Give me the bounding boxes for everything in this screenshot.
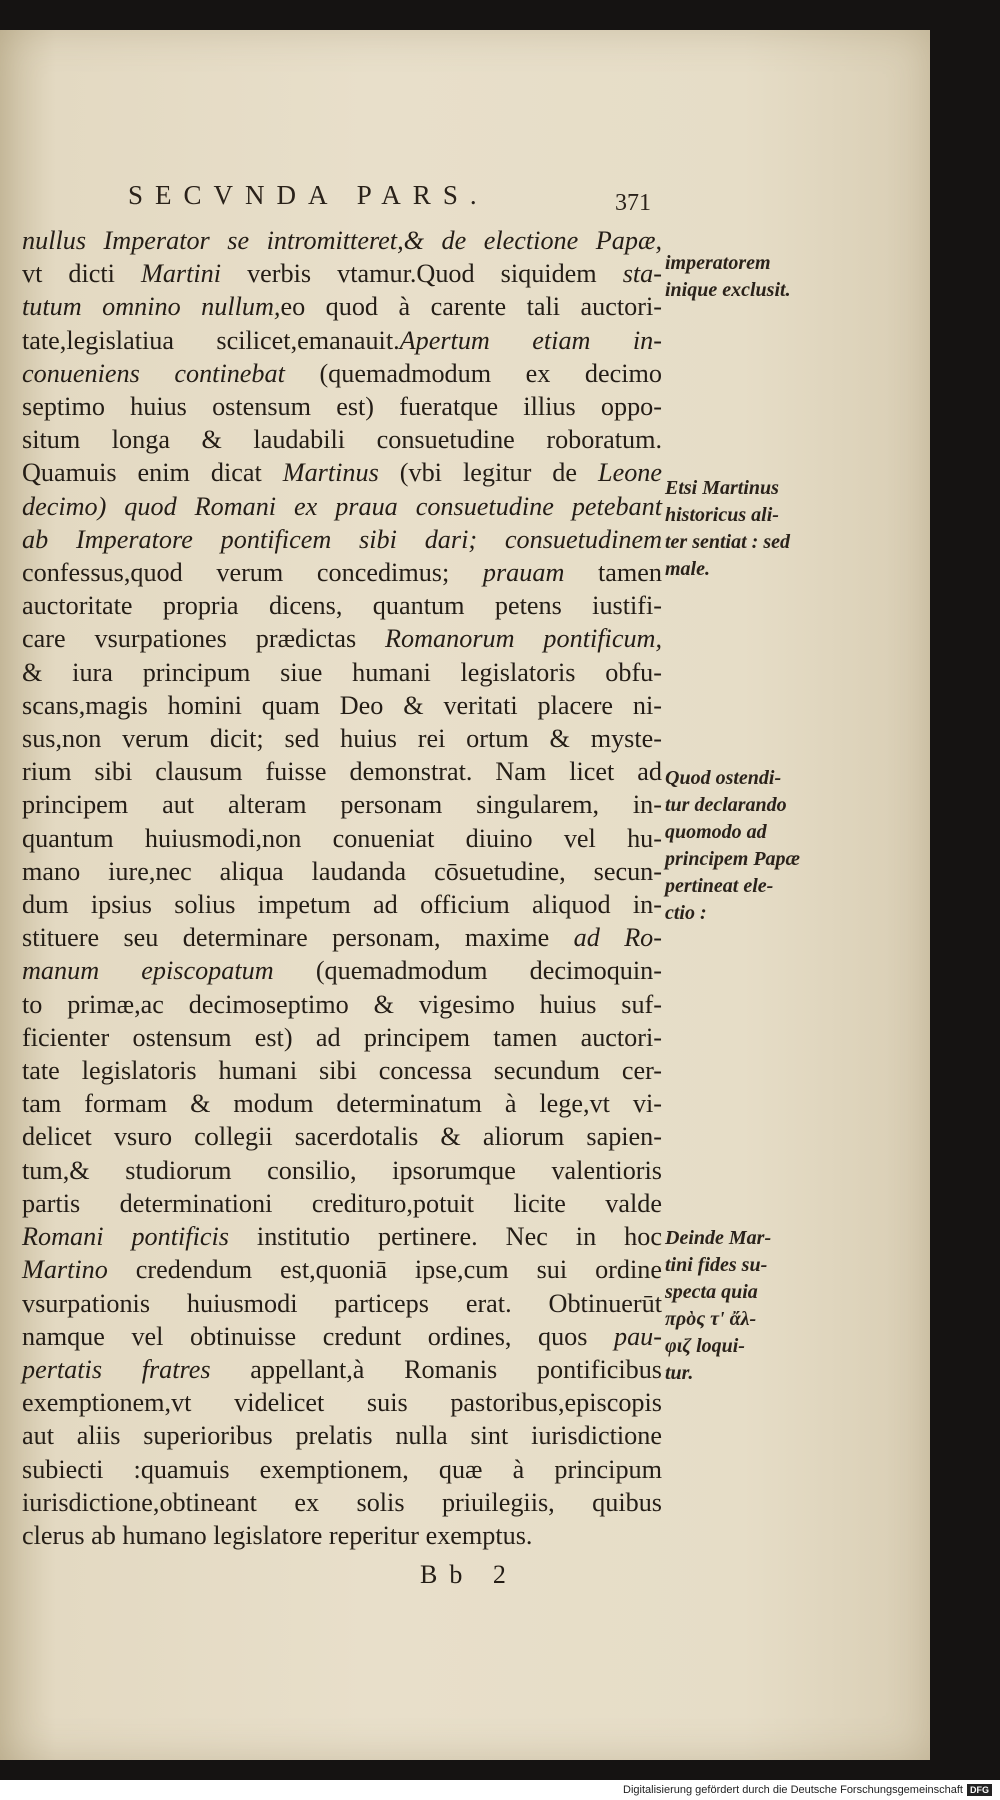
text-line [22, 1253, 662, 1286]
text-segment: verbis vtamur.Quod siquidem [221, 259, 623, 289]
italic-segment: Martino [22, 1255, 108, 1285]
text-line [22, 822, 662, 855]
text-line [22, 423, 662, 456]
text-segment: scans,magis homini quam Deo & veritati placere ni- [22, 690, 662, 720]
text-segment: appellant,à Romanis pontificibus [210, 1354, 662, 1384]
text-segment: tum,& studiorum consilio, ipsorumque valentioris [22, 1155, 662, 1185]
text-segment: & iura principum siue humani legislatoris obfu- [22, 657, 662, 687]
text-segment: tate legislatoris humani sibi concessa secundum cer- [22, 1056, 662, 1086]
text-line [22, 490, 662, 523]
text-line [22, 257, 662, 290]
marginal-note-line: Deinde Mar- [665, 1227, 772, 1249]
text-line [22, 656, 662, 689]
text-segment: (vbi legitur de [378, 458, 598, 488]
marginal-note-line: pertineat ele- [665, 875, 774, 897]
text-line [22, 1519, 662, 1552]
marginal-note-line: Quod ostendi- [665, 767, 782, 789]
text-line [22, 855, 662, 888]
marginal-note-line: quomodo ad [665, 821, 767, 843]
text-line [22, 290, 662, 323]
main-text-block [22, 224, 662, 1552]
text-segment: aut aliis superioribus prelatis nulla sint iurisdictione [22, 1421, 662, 1451]
text-segment: septimo huius ostensum est) fueratque illius oppo- [22, 392, 662, 422]
text-line [22, 1287, 662, 1320]
text-segment: vsurpationis huiusmodi particeps erat. Obtinuerūt [22, 1288, 662, 1318]
marginal-note-line: inique exclusit. [665, 279, 791, 301]
italic-segment: decimo) quod Romani ex praua consuetudine petebant [22, 491, 662, 521]
text-segment: principem aut alteram personam singularem, in- [22, 790, 662, 820]
text-line [22, 888, 662, 921]
text-line [22, 589, 662, 622]
text-line [22, 1087, 662, 1120]
text-line [22, 954, 662, 987]
italic-segment: prauam [482, 558, 565, 588]
text-line [22, 722, 662, 755]
italic-segment: Romani pontificis [22, 1222, 229, 1252]
italic-segment: tutum omnino nullum, [22, 292, 281, 322]
text-segment: Quamuis enim dicat [22, 458, 283, 488]
marginal-note-line: φιζ loqui- [665, 1335, 745, 1357]
text-segment: exemptionem,vt videlicet suis pastoribus,episcopis [22, 1388, 662, 1418]
text-segment: delicet vsuro collegii sacerdotalis & aliorum sapien- [22, 1122, 662, 1152]
book-page [0, 30, 930, 1760]
text-segment: sus,non verum dicit; sed huius rei ortum & myste- [22, 724, 662, 754]
marginal-note-line: ctio : [665, 902, 707, 924]
text-line [22, 1320, 662, 1353]
marginal-note-line: imperatorem [665, 252, 771, 274]
text-segment: mano iure,nec aliqua laudanda cōsuetudine, secun- [22, 856, 662, 886]
footer-credit: Digitalisierung gefördert durch die Deutsche Forschungsgemeinschaft [623, 1784, 963, 1796]
signature-mark: Bb 2 [420, 1560, 518, 1589]
text-segment: subiecti :quamuis exemptionem, quæ à principum [22, 1454, 662, 1484]
marginal-note-line: tini fides su- [665, 1254, 768, 1276]
marginal-note-line: tur declarando [665, 794, 787, 816]
text-segment: institutio pertinere. Nec in hoc [228, 1222, 662, 1252]
text-segment: confessus,quod verum concedimus; [22, 558, 483, 588]
marginal-note-line: specta quia [665, 1281, 758, 1303]
text-line [22, 622, 662, 655]
text-segment: namque vel obtinuisse credunt ordines, quos [22, 1321, 614, 1351]
marginal-note-1 [665, 250, 825, 304]
text-segment: tam formam & modum determinatum à lege,vt vi- [22, 1089, 662, 1119]
text-line [22, 1154, 662, 1187]
text-segment: ficienter ostensum est) ad principem tamen auctori- [22, 1022, 662, 1052]
italic-segment: sta- [622, 259, 662, 289]
text-line [22, 921, 662, 954]
text-line [22, 788, 662, 821]
text-segment: tamen [564, 558, 662, 588]
text-segment: credendum est,quoniā ipse,cum sui ordine [107, 1255, 662, 1285]
text-line [22, 1054, 662, 1087]
text-line [22, 755, 662, 788]
text-line [22, 1486, 662, 1519]
italic-segment: conueniens continebat [22, 358, 285, 388]
dfg-logo: DFG [967, 1784, 992, 1796]
text-segment: rium sibi clausum fuisse demonstrat. Nam licet ad [22, 757, 662, 787]
text-segment: quantum huiusmodi,non conueniat diuino vel hu- [22, 823, 662, 853]
text-line [22, 1187, 662, 1220]
marginal-note-3 [665, 765, 825, 927]
text-line [22, 1386, 662, 1419]
text-segment: clerus ab humano legislatore reperitur exemptus. [22, 1520, 533, 1550]
text-segment: (quemadmodum ex decimo [284, 358, 662, 388]
text-segment: vt dicti [22, 259, 142, 289]
text-line [22, 224, 662, 257]
marginal-note-2 [665, 475, 825, 583]
text-segment: tate,legislatiua scilicet,emanauit. [22, 325, 400, 355]
text-segment: situm longa & laudabili consuetudine roboratum. [22, 425, 662, 455]
text-segment: auctoritate propria dicens, quantum petens iustifi- [22, 591, 662, 621]
italic-segment: pau- [613, 1321, 662, 1351]
page-number: 371 [615, 190, 651, 216]
italic-segment: pertatis fratres [22, 1354, 211, 1384]
text-line [22, 324, 662, 357]
marginal-note-line: πρὸς τ' ἄλ- [665, 1308, 757, 1330]
text-line [22, 1220, 662, 1253]
text-segment: to primæ,ac decimoseptimo & vigesimo huius suf- [22, 989, 662, 1019]
text-line [22, 456, 662, 489]
text-line [22, 1419, 662, 1452]
running-title: SECVNDA PARS. [128, 180, 489, 210]
italic-segment: nullus Imperator se intromitteret,& de electione Papæ, [22, 226, 662, 255]
text-segment: (quemadmodum decimoquin- [273, 956, 662, 986]
text-line [22, 1353, 662, 1386]
marginal-note-line: Etsi Martinus [665, 477, 779, 499]
italic-segment: ab Imperatore pontificem sibi dari; consuetudinem [22, 524, 662, 554]
marginal-note-4 [665, 1225, 825, 1387]
text-segment: partis determinationi credituro,potuit licite valde [22, 1188, 662, 1218]
text-line [22, 1120, 662, 1153]
text-segment: care vsurpationes prædictas [22, 624, 386, 654]
text-line [22, 357, 662, 390]
text-line [22, 556, 662, 589]
marginal-note-line: tur. [665, 1362, 694, 1384]
italic-segment: Martinus [282, 458, 379, 488]
text-segment: eo quod à carente tali auctori- [280, 292, 662, 322]
italic-segment: Leone [598, 458, 662, 488]
italic-segment: ad Ro- [573, 923, 662, 953]
text-line [22, 390, 662, 423]
italic-segment: Martini [141, 259, 222, 289]
text-line [22, 988, 662, 1021]
text-line [22, 1453, 662, 1486]
text-line [22, 1021, 662, 1054]
marginal-note-line: historicus ali- [665, 504, 779, 526]
marginal-note-line: male. [665, 558, 710, 580]
text-segment: stituere seu determinare personam, maxime [22, 923, 574, 953]
text-line [22, 689, 662, 722]
italic-segment: Apertum etiam in- [399, 325, 662, 355]
italic-segment: manum episcopatum [22, 956, 274, 986]
digitization-footer [0, 1780, 1000, 1800]
text-segment: iurisdictione,obtineant ex solis priuilegiis, quibus [22, 1487, 662, 1517]
marginal-note-line: ter sentiat : sed [665, 531, 790, 553]
text-line [22, 523, 662, 556]
italic-segment: Romanorum pontificum, [385, 624, 662, 654]
marginal-note-line: principem Papæ [665, 848, 800, 870]
text-segment: dum ipsius solius impetum ad officium aliquod in- [22, 890, 662, 920]
